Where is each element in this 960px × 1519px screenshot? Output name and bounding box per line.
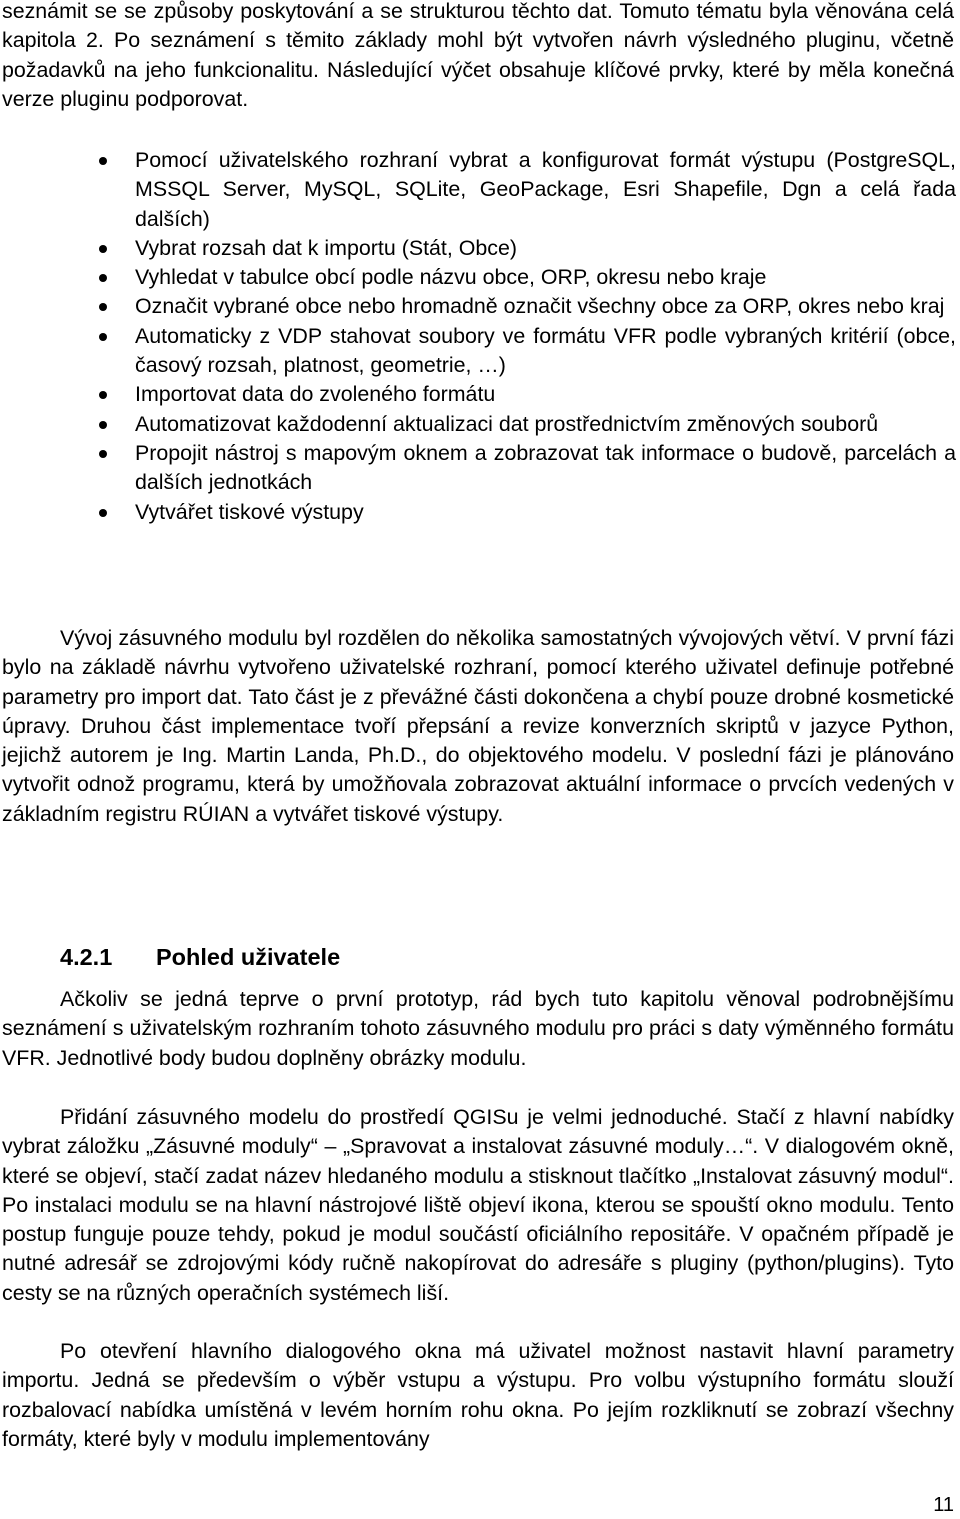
section-paragraph-2: Přidání zásuvného modelu do prostředí QGISu je velmi jednoduché. Stačí z hlavní nabídky vybrat záložku „Zásuvné moduly“ – „Spravovat a instalovat zásuvné moduly…“. V dialogovém okně, které se objeví, stačí zadat název hledaného modulu a stisknout tlačítko „Instalovat zásuvný modul“. Po instalaci modulu se na hlavní nástrojové liště objeví ikona, kterou se spouští okno modulu. Tento postup funguje pouze tehdy, pokud je modul součástí oficiálního repositáře. V opačném případě je nutné adresář se zdrojovými kódy ručně nakopírovat do adresáře s pluginy (python/plugins). Tyto cesty se na různých operačních systémech liší. bbox=[2, 1105, 954, 1305]
bullet-icon bbox=[99, 509, 107, 517]
bullet-icon bbox=[99, 450, 107, 458]
bullet-icon bbox=[99, 157, 107, 165]
section-number: 4.2.1 bbox=[60, 944, 113, 970]
list-item: Pomocí uživatelského rozhraní vybrat a konfigurovat formát výstupu (PostgreSQL, MSSQL Server, MySQL, SQLite, GeoPackage, Esri Shapefile, Dgn a celá řada dalších) bbox=[0, 146, 956, 234]
list-item: Automaticky z VDP stahovat soubory ve formátu VFR podle vybraných kritérií (obce, časový rozsah, platnost, geometrie, …) bbox=[0, 322, 956, 381]
intro-paragraph: seznámit se se způsoby poskytování a se strukturou těchto dat. Tomuto tématu byla věnována celá kapitola 2. Po seznámení s těmito základy mohl být vytvořen návrh výsledného pluginu, včetně požadavků na jeho funkcionalitu. Následující výčet obsahuje klíčové prvky, které by měla konečná verze pluginu podporovat. bbox=[2, 0, 954, 111]
section-heading bbox=[60, 942, 340, 972]
bullet-icon bbox=[99, 274, 107, 282]
section-paragraph-3: Po otevření hlavního dialogového okna má uživatel možnost nastavit hlavní parametry importu. Jedná se především o výběr vstupu a výstupu. Pro volbu výstupního formátu slouží rozbalovací nabídka umístěná v levém horním rohu okna. Po jejím rozkliknutí se zobrazí všechny formáty, které byly v modulu implementovány bbox=[2, 1339, 954, 1451]
list-item: Vybrat rozsah dat k importu (Stát, Obce) bbox=[0, 234, 956, 263]
list-item: Propojit nástroj s mapovým oknem a zobrazovat tak informace o budově, parcelách a dalších jednotkách bbox=[0, 439, 956, 498]
bullet-icon bbox=[99, 421, 107, 429]
page-number: 11 bbox=[933, 1494, 954, 1516]
requirements-list bbox=[0, 146, 956, 527]
section-title: Pohled uživatele bbox=[156, 944, 341, 970]
list-item: Automatizovat každodenní aktualizaci dat prostřednictvím změnových souborů bbox=[0, 410, 956, 439]
bullet-icon bbox=[99, 333, 107, 341]
bullet-icon bbox=[99, 391, 107, 399]
list-item: Označit vybrané obce nebo hromadně označit všechny obce za ORP, okres nebo kraj bbox=[0, 292, 956, 321]
list-item: Importovat data do zvoleného formátu bbox=[0, 380, 956, 409]
list-item: Vytvářet tiskové výstupy bbox=[0, 498, 956, 527]
section-paragraph-1: Ačkoliv se jedná teprve o první prototyp, rád bych tuto kapitolu věnoval podrobnějšímu seznámení s uživatelským rozhraním tohoto zásuvného modulu pro práci s daty výměnného formátu VFR. Jednotlivé body budou doplněny obrázky modulu. bbox=[2, 987, 954, 1070]
bullet-icon bbox=[99, 245, 107, 253]
development-paragraph: Vývoj zásuvného modulu byl rozdělen do několika samostatných vývojových větví. V první fázi bylo na základě návrhu vytvořeno uživatelské rozhraní, pomocí kterého uživatel definuje potřebné parametry pro import dat. Tato část je z převážné části dokončena a chybí pouze drobné kosmetické úpravy. Druhou část implementace tvoří přepsání a revize konverzních skriptů v jazyce Python, jejichž autorem je Ing. Martin Landa, Ph.D., do objektového modelu. V poslední fázi je plánováno vytvořit odnož programu, která by umožňovala zobrazovat aktuální informace o prvcích vedených v základním registru RÚIAN a vytvářet tiskové výstupy. bbox=[2, 626, 954, 826]
list-item: Vyhledat v tabulce obcí podle názvu obce, ORP, okresu nebo kraje bbox=[0, 263, 956, 292]
bullet-icon bbox=[99, 303, 107, 311]
